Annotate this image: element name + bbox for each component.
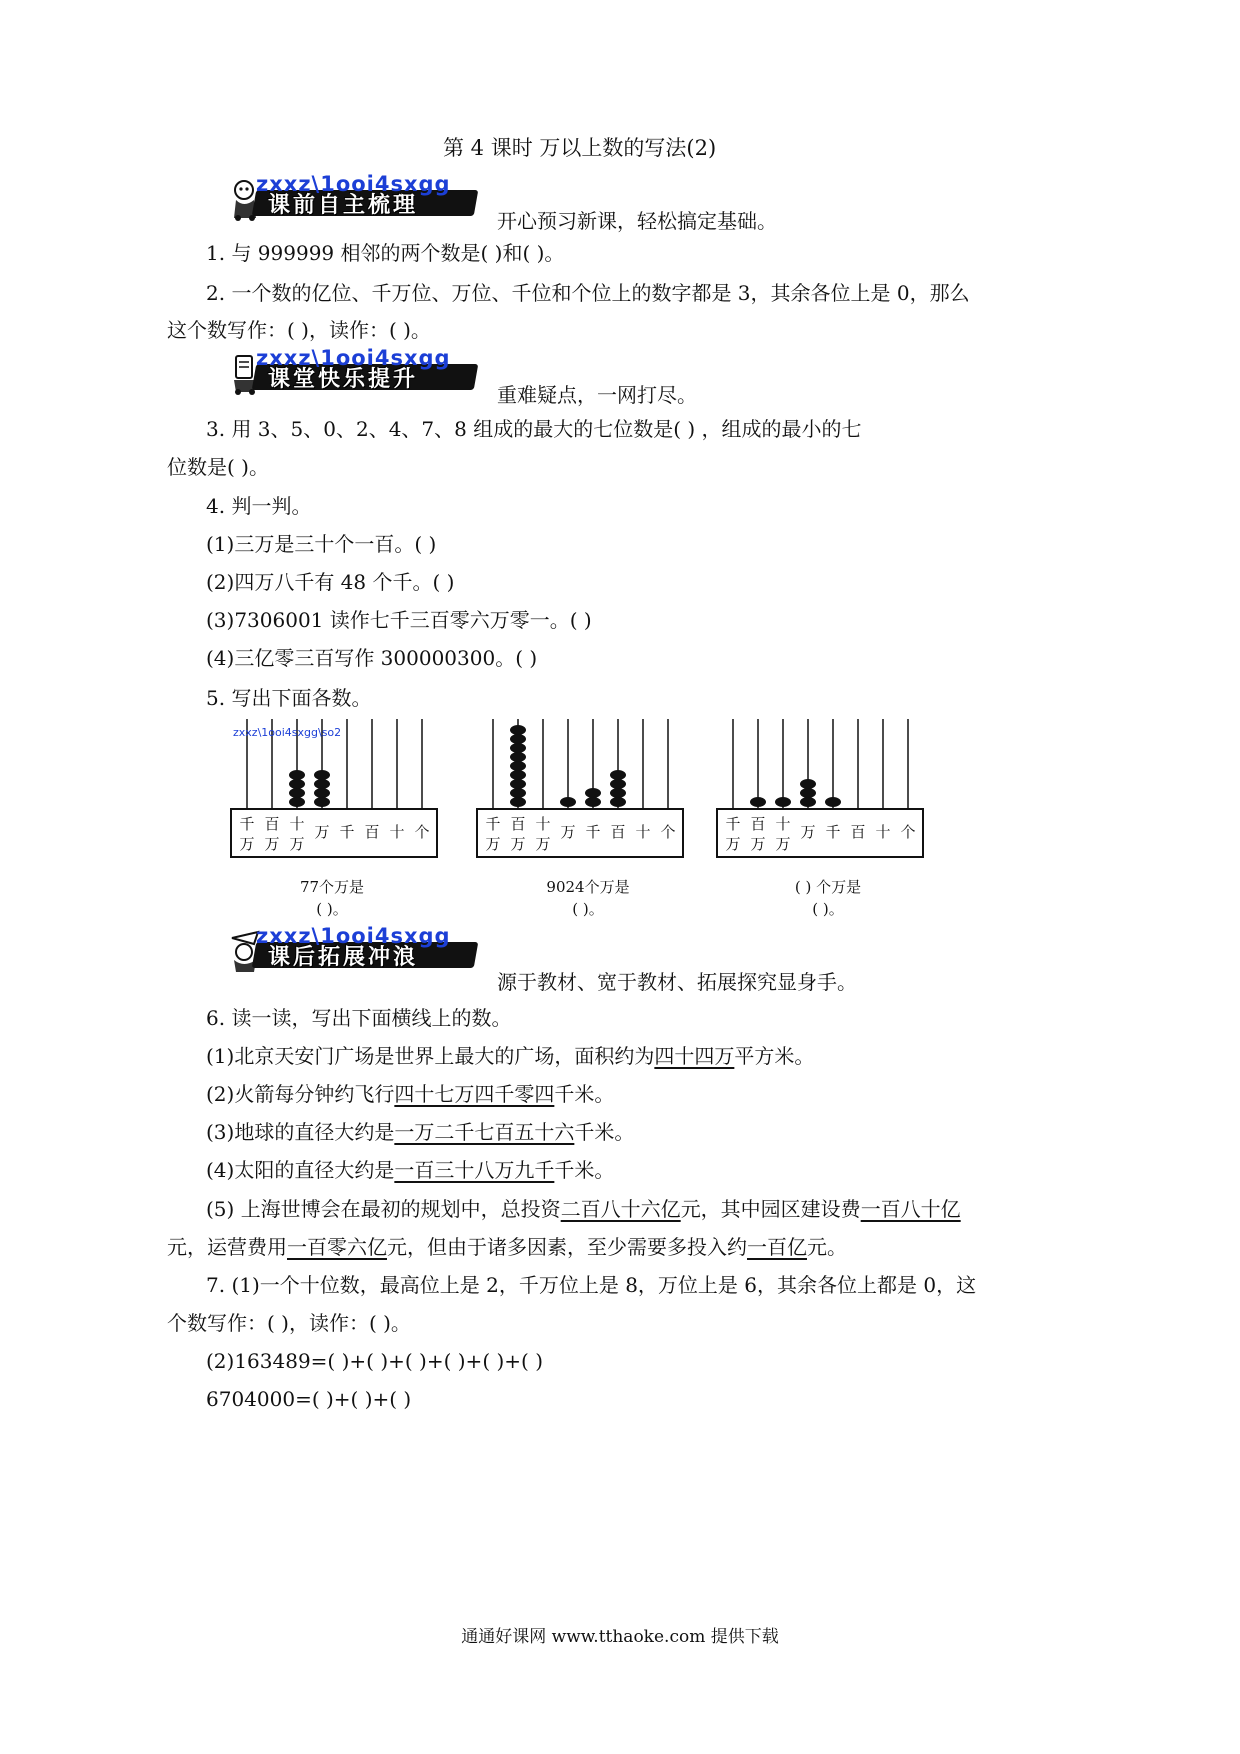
abacus-bead (510, 761, 526, 771)
place-label: 千 (239, 815, 255, 833)
question-7-line-1: 7. (1)一个十位数，最高位上是 2，千万位上是 8，万位上是 6，其余各位上都是 0，这 (206, 1273, 977, 1297)
abacus-bead (610, 788, 626, 798)
question-4-item: (2)四万八千有 48 个千。( ) (206, 570, 455, 594)
abacus-bead (314, 770, 330, 780)
place-label: 万 (314, 823, 330, 841)
abacus-bead (510, 725, 526, 735)
abacus-bead (825, 797, 841, 807)
abacus-frame (231, 809, 437, 857)
place-label: 十 (875, 823, 891, 841)
section-tagline: 重难疑点，一网打尽。 (497, 383, 697, 407)
item-text: (2)火箭每分钟约飞行 (206, 1082, 395, 1106)
question-7-line-4: 6704000=( )+( )+( ) (206, 1387, 412, 1411)
abacus-bead (560, 797, 576, 807)
abacus-bead (800, 797, 816, 807)
item-text: 元，但由于诸多因素，至少需要多投入约 (387, 1235, 747, 1259)
abacus-caption: ( ) 个万是 (794, 878, 862, 896)
section-tagline: 源于教材、宽于教材、拓展探究显身手。 (497, 970, 857, 994)
item-text: 千米。 (574, 1120, 635, 1144)
abacus-bead (510, 752, 526, 762)
place-label: 百 (750, 815, 766, 833)
question-4-item: (1)三万是三十个一百。( ) (206, 532, 437, 556)
question-3-line-1: 3. 用 3、5、0、2、4、7、8 组成的最大的七位数是( ) ，组成的最小的七 (206, 417, 862, 441)
abacus-caption: 77个万是 (299, 878, 365, 896)
place-label: 万 (239, 835, 255, 853)
abacus-frame (477, 809, 683, 857)
abacus-bead (610, 779, 626, 789)
place-label: 十 (535, 815, 551, 833)
question-3-line-2: 位数是( )。 (167, 455, 269, 479)
item-text: 元，其中园区建设费 (680, 1197, 861, 1221)
underlined-number: 一百三十八万九千 (394, 1158, 555, 1182)
underlined-number: 一百八十亿 (860, 1197, 961, 1221)
question-6-item (206, 1118, 634, 1146)
abacus-caption: 9024个万是 (546, 878, 630, 896)
place-label: 万 (510, 835, 526, 853)
abacus-watermark: zxxz\1ooi4sxgg\so2 (233, 726, 342, 739)
underlined-number: 一万二千七百五十六 (394, 1120, 575, 1144)
banner-text: 课堂快乐提升 (268, 367, 419, 392)
question-7-line-2: 个数写作：( )，读作：( )。 (167, 1311, 411, 1335)
abacus-bead (610, 770, 626, 780)
abacus-bead (800, 788, 816, 798)
place-label: 千 (339, 823, 355, 841)
place-label: 个 (414, 823, 430, 841)
abacus-bead (510, 743, 526, 753)
abacus-bead (510, 797, 526, 807)
section-banner-classroom (228, 346, 451, 396)
place-label: 百 (610, 823, 626, 841)
question-7-line-3: (2)163489=( )+( )+( )+( )+( )+( ) (206, 1349, 544, 1373)
place-label: 十 (635, 823, 651, 841)
abacus-bead (510, 734, 526, 744)
place-label: 万 (535, 835, 551, 853)
underlined-number: 四十七万四千零四 (394, 1082, 555, 1106)
abacus-bead (314, 779, 330, 789)
question-6-item (206, 1042, 814, 1070)
question-1: 1. 与 999999 相邻的两个数是( )和( )。 (206, 241, 565, 265)
question-6-item (206, 1080, 614, 1108)
question-6-heading: 6. 读一读，写出下面横线上的数。 (206, 1006, 512, 1030)
section-tagline: 开心预习新课，轻松搞定基础。 (497, 209, 777, 233)
abacus-caption: ( )。 (812, 900, 844, 918)
item-text: 元，运营费用 (167, 1235, 287, 1259)
question-5-heading: 5. 写出下面各数。 (206, 686, 372, 710)
abacus-diagrams (225, 714, 925, 864)
watermark-text: zxxz\1ooi4sxgg (256, 346, 451, 370)
place-label: 万 (750, 835, 766, 853)
item-text: 平方米。 (734, 1044, 815, 1068)
place-label: 十 (389, 823, 405, 841)
question-2-line-2: 这个数写作：( )，读作：( )。 (167, 318, 431, 342)
place-label: 十 (775, 815, 791, 833)
abacus-bead (289, 797, 305, 807)
item-text: 元。 (807, 1235, 847, 1259)
place-label: 个 (660, 823, 676, 841)
place-label: 千 (825, 823, 841, 841)
page-title: 第 4 课时 万以上数的写法(2) (443, 136, 717, 160)
abacus-bead (585, 797, 601, 807)
banner-text: 课前自主梳理 (268, 193, 419, 218)
abacus-bead (610, 797, 626, 807)
underlined-number: 二百八十六亿 (560, 1197, 681, 1221)
question-6-item-5-line-1 (206, 1195, 961, 1223)
item-text: (4)太阳的直径大约是 (206, 1158, 395, 1182)
abacus-frame (717, 809, 923, 857)
place-label: 百 (510, 815, 526, 833)
question-2-line-1: 2. 一个数的亿位、千万位、万位、千位和个位上的数字都是 3，其余各位上是 0，那么 (206, 281, 970, 305)
place-label: 万 (264, 835, 280, 853)
question-4-item: (4)三亿零三百写作 300000300。( ) (206, 646, 538, 670)
place-label: 千 (725, 815, 741, 833)
abacus-bead (314, 797, 330, 807)
question-6-item (206, 1156, 614, 1184)
place-label: 万 (485, 835, 501, 853)
banner-text: 课后拓展冲浪 (268, 945, 419, 970)
place-label: 万 (775, 835, 791, 853)
abacus-bead (510, 788, 526, 798)
abacus-caption: ( )。 (316, 900, 348, 918)
place-label: 十 (289, 815, 305, 833)
place-label: 百 (264, 815, 280, 833)
item-text: 千米。 (554, 1082, 615, 1106)
watermark-text: zxxz\1ooi4sxgg (256, 924, 451, 948)
abacus-bead (800, 779, 816, 789)
item-text: (1)北京天安门广场是世界上最大的广场，面积约为 (206, 1044, 655, 1068)
abacus-bead (289, 770, 305, 780)
item-text: (5) 上海世博会在最初的规划中，总投资 (206, 1197, 561, 1221)
abacus-bead (289, 788, 305, 798)
section-banner-preview (228, 172, 451, 222)
place-label: 百 (850, 823, 866, 841)
item-text: (3)地球的直径大约是 (206, 1120, 395, 1144)
abacus-bead (289, 779, 305, 789)
abacus-caption: ( )。 (572, 900, 604, 918)
section-banner-extension (228, 924, 451, 974)
place-label: 万 (289, 835, 305, 853)
item-text: 千米。 (554, 1158, 615, 1182)
watermark-text: zxxz\1ooi4sxgg (256, 172, 451, 196)
underlined-number: 四十四万 (654, 1044, 735, 1068)
question-4-item: (3)7306001 读作七千三百零六万零一。( ) (206, 608, 592, 632)
place-label: 万 (725, 835, 741, 853)
abacus-bead (775, 797, 791, 807)
abacus-bead (314, 788, 330, 798)
question-6-item-5-line-2 (167, 1233, 847, 1261)
place-label: 百 (364, 823, 380, 841)
place-label: 万 (560, 823, 576, 841)
abacus-bead (750, 797, 766, 807)
place-label: 千 (485, 815, 501, 833)
underlined-number: 一百零六亿 (287, 1235, 387, 1259)
abacus-bead (510, 779, 526, 789)
question-4-heading: 4. 判一判。 (206, 494, 312, 518)
underlined-number: 一百亿 (747, 1235, 807, 1259)
place-label: 千 (585, 823, 601, 841)
abacus-bead (510, 770, 526, 780)
place-label: 个 (900, 823, 916, 841)
footer-credit: 通通好课网 www.tthaoke.com 提供下载 (461, 1627, 779, 1647)
place-label: 万 (800, 823, 816, 841)
abacus-bead (585, 788, 601, 798)
